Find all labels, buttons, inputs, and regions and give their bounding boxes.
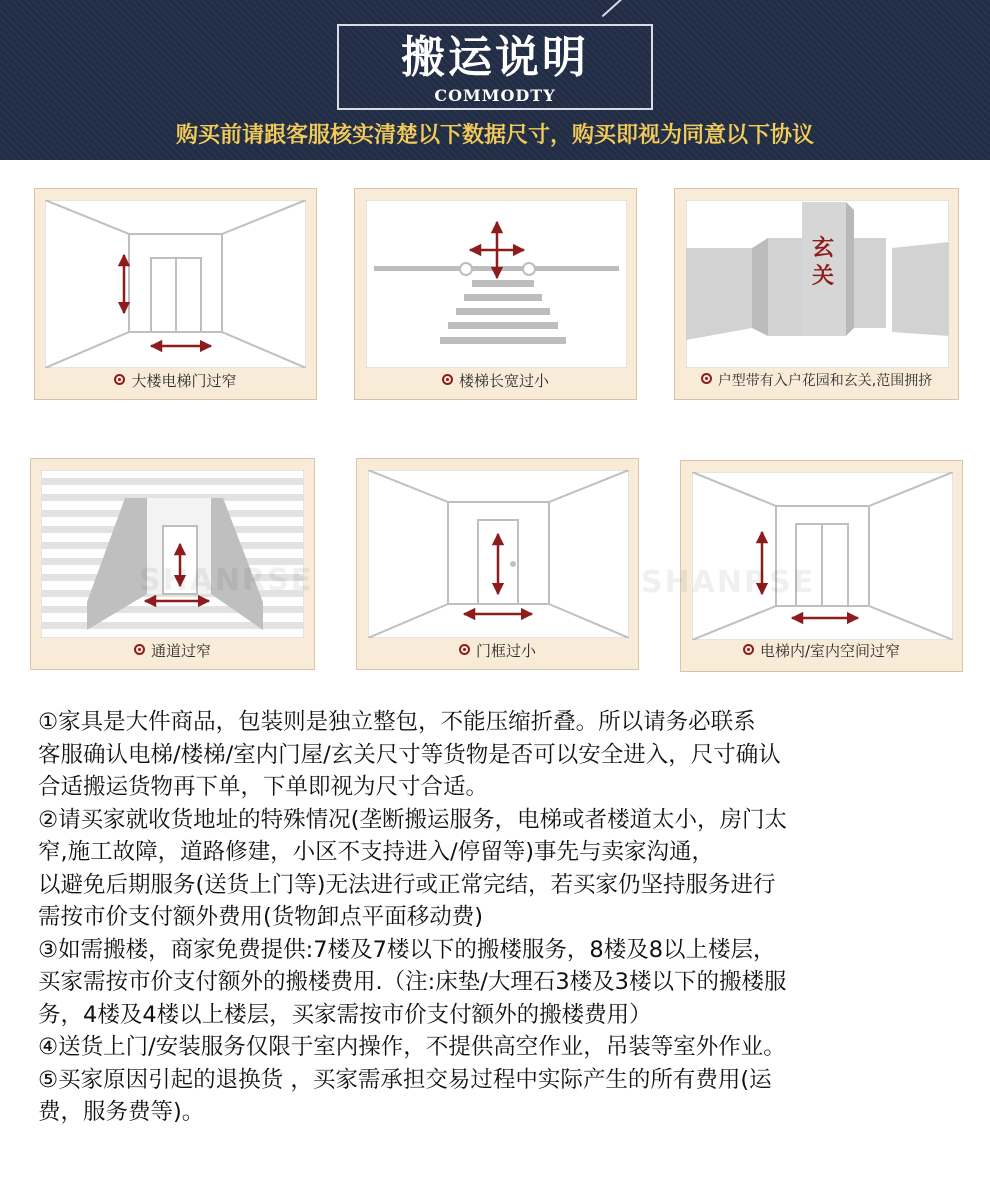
decorative-line bbox=[602, 0, 629, 17]
card-corridor bbox=[30, 458, 315, 670]
bullet-icon bbox=[442, 374, 453, 385]
watermark: SHANRSE bbox=[139, 563, 314, 598]
caption-text: 户型带有入户花园和玄关,范围拥挤 bbox=[717, 373, 933, 389]
caption-text: 电梯内/室内空间过窄 bbox=[759, 642, 901, 660]
header-banner bbox=[0, 0, 990, 160]
bullet-icon bbox=[134, 644, 145, 655]
note-line: ④送货上门/安装服务仅限于室内操作，不提供高空作业，吊装等室外作业。 bbox=[38, 1034, 786, 1060]
entrance-label: 玄关 bbox=[811, 236, 834, 289]
elevator-door-icon bbox=[45, 200, 306, 368]
corridor-icon bbox=[41, 470, 304, 638]
bullet-icon bbox=[701, 373, 712, 384]
bullet-icon bbox=[114, 374, 125, 385]
note-line: 合适搬运货物再下单，下单即视为尺寸合适。 bbox=[38, 774, 489, 800]
caption-text: 楼梯长宽过小 bbox=[458, 372, 549, 390]
notes-block bbox=[38, 706, 958, 1129]
card-elevator-interior bbox=[641, 460, 963, 672]
note-line: 需按市价支付额外费用(货物卸点平面移动费) bbox=[38, 904, 484, 930]
card-door-frame bbox=[356, 458, 639, 670]
card-elevator-door bbox=[34, 188, 317, 400]
card-stairs bbox=[354, 188, 637, 400]
note-line: 客服确认电梯/楼梯/室内门屋/玄关尺寸等货物是否可以安全进入，尺寸确认 bbox=[38, 741, 781, 768]
page-title: 搬运说明 bbox=[401, 32, 589, 83]
note-line: ②请买家就收货地址的特殊情况(垄断搬运服务，电梯或者楼道太小，房门太 bbox=[38, 806, 787, 833]
note-line: ①家具是大件商品，包装则是独立整包，不能压缩折叠。所以请务必联系 bbox=[38, 709, 756, 735]
note-line: 窄,施工故障，道路修建，小区不支持进入/停留等)事先与卖家沟通， bbox=[38, 839, 715, 865]
note-line: 务，4楼及4楼以上楼层，买家需按市价支付额外的搬楼费用） bbox=[38, 1001, 652, 1028]
card-entrance-hall bbox=[674, 188, 959, 400]
caption-text: 通道过窄 bbox=[150, 642, 211, 660]
stairs-icon bbox=[366, 200, 627, 368]
bullet-icon bbox=[743, 644, 754, 655]
watermark: SHANRSE bbox=[641, 565, 816, 600]
note-line: 费，服务费等)。 bbox=[38, 1099, 205, 1125]
bullet-icon bbox=[459, 644, 470, 655]
card-caption bbox=[35, 371, 316, 391]
page-title-english: COMMODTY bbox=[434, 86, 556, 105]
title-box bbox=[337, 24, 653, 110]
caption-text: 门框过小 bbox=[475, 642, 536, 660]
card-caption bbox=[31, 641, 314, 661]
card-caption bbox=[675, 371, 958, 391]
caption-text: 大楼电梯门过窄 bbox=[131, 372, 237, 390]
card-caption bbox=[357, 641, 638, 661]
door-frame-icon bbox=[368, 470, 629, 638]
header-subtitle: 购买前请跟客服核实清楚以下数据尺寸，购买即视为同意以下协议 bbox=[175, 123, 814, 148]
note-line: ③如需搬楼，商家免费提供:7楼及7楼以下的搬楼服务，8楼及8以上楼层， bbox=[38, 936, 776, 963]
card-caption bbox=[681, 641, 962, 661]
note-line: 以避免后期服务(送货上门等)无法进行或正常完结，若买家仍坚持服务进行 bbox=[38, 871, 776, 898]
elevator-interior-icon bbox=[692, 472, 953, 640]
card-caption bbox=[355, 371, 636, 391]
note-line: ⑤买家原因引起的退换货 ，买家需承担交易过程中实际产生的所有费用(运 bbox=[38, 1066, 772, 1093]
note-line: 买家需按市价支付额外的搬楼费用.（注:床垫/大理石3楼及3楼以下的搬楼服 bbox=[38, 969, 787, 995]
